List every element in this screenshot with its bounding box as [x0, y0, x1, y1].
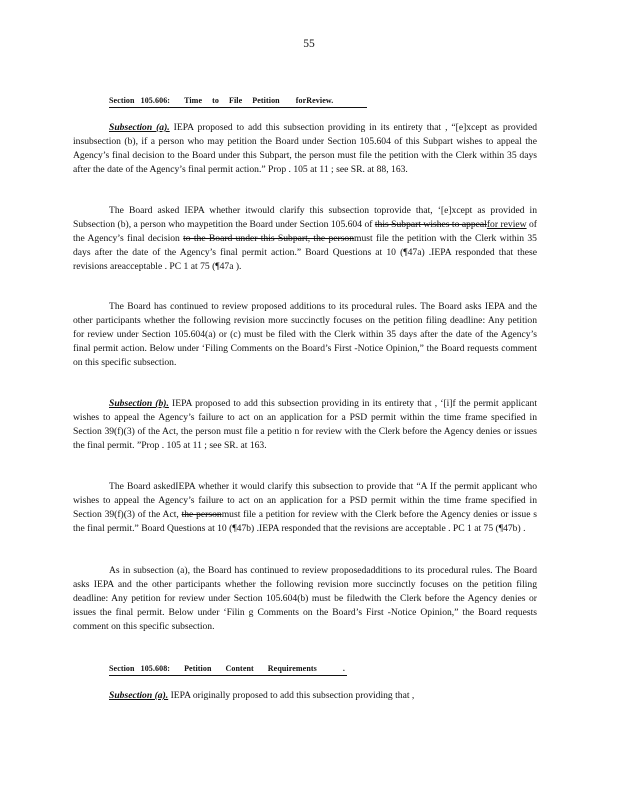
paragraph-text: The Board has continued to review proposed additions to its procedural rules. The Board asks IEPA and the other participants whether the following revision more succinctly focuses on the petition filing deadline: Any petition for review under Section 105.604(a) or (c) must be filed with the Clerk within 35 days after the date of the Agency’s final permit action. Below under ‘Filing Comments on the Board’s First -Notice Opinion,” the Board requests comment on this specific subsection. [73, 301, 537, 369]
struck-text: this Subpart wishes to appeal [374, 219, 487, 231]
heading-word: Requirements [267, 664, 317, 673]
paragraph-text: The Board asked IEPA whether itwould clarify this subsection toprovide that, ‘[e]xcept as provided in Subsection (b), a person who maypetition the Board under Section 105.604 of [73, 205, 537, 231]
heading-word: Content [225, 664, 254, 673]
subsection-label: Subsection (a). [109, 122, 170, 133]
struck-text: the person [181, 509, 222, 521]
inserted-text: for review [486, 219, 527, 231]
heading-word: 105.606: [140, 96, 171, 105]
heading-word: 105.608: [140, 664, 171, 673]
heading-word: Petition [184, 664, 212, 673]
paragraph-text: of the Agency’s final decision [73, 219, 537, 245]
paragraph-text: As in subsection (a), the Board has continued to review proposedadditions to its procedural rules. The Board asks IEPA and the other participants whether the following revision more succinctly focuses on the petition filing deadline: Any petition for review under Section 105.604(b) must be filedwith the Clerk before the Agency denies or issues the final permit. Below under ‘Filin g Comments on the Board’s First -Notice Opinion,” the Board requests comment on this specific subsection. [73, 565, 537, 633]
heading-word: forReview. [295, 96, 334, 105]
heading-word: to [212, 96, 219, 105]
paragraph-text: IEPA originally proposed to add this subsection providing that , [170, 690, 415, 701]
paragraph-continued-review-b [73, 564, 537, 634]
heading-word: . [342, 664, 345, 673]
heading-word: File [228, 96, 243, 105]
paragraph-subsection-a [73, 121, 537, 177]
heading-word: Section [109, 96, 135, 105]
heading-word: Section [109, 664, 135, 673]
paragraph-subsection-b [73, 397, 537, 453]
paragraph-text: must file the petition with the Clerk within 35 days after the date of the Agency’s final permit action.” Board Questions at 10 (¶47a) .IEPA responded that these revisions areacceptable . PC 1 at 75 (¶47a ). [73, 233, 537, 273]
paragraph-text: IEPA proposed to add this subsection providing in its entirety that , ‘[i]f the permit applicant wishes to appeal the Agency’s failure to act on an application for a PSD permit within the time frame specified in Section 39(f)(3) of the Act, the person must file a petitio n for review with the Clerk before the Agency denies or issues the final permit. ”Prop . 105 at 11 ; see SR. at 163. [73, 398, 538, 452]
paragraph-text: The Board askedIEPA whether it would clarify this subsection to provide that “A If the permit applicant who wishes to appeal the Agency’s failure to act on an application for a PSD permit within the time frame specified in Section 39(f)(3) of the Act, [73, 481, 537, 521]
subsection-label: Subsection (b). [109, 398, 169, 409]
paragraph-subsection-a-608 [73, 689, 537, 703]
paragraph-board-question-b [73, 480, 537, 536]
struck-text: to the Board under this Subpart, the person [183, 233, 355, 245]
paragraph-text: IEPA proposed to add this subsection providing in its entirety that , “[e]xcept as provided insubsection (b), if a person who may petition the Board under Section 105.604 of this Subpart wishes to appeal the Agency’s final decision to the Board under this Subpart, the person must file the petition with the Clerk within 35 days after the date of the Agency’s final permit action.” Prop . 105 at 11 ; see SR. at 88, 163. [73, 122, 538, 176]
heading-word: Petition [252, 96, 280, 105]
page-number: 55 [303, 38, 315, 50]
paragraph-continued-review-a [73, 300, 537, 370]
section-heading-105-608 [109, 664, 347, 676]
heading-word: Time [184, 96, 203, 105]
subsection-label: Subsection (a). [109, 690, 169, 701]
paragraph-board-question-a [73, 204, 537, 274]
section-heading-105-606 [109, 96, 367, 108]
paragraph-text: must file a petition for review with the Clerk before the Agency denies or issue s the final permit.” Board Questions at 10 (¶47b) .IEPA responded that the revisions are acceptable . PC 1 at 75 (¶47b) . [73, 509, 538, 535]
